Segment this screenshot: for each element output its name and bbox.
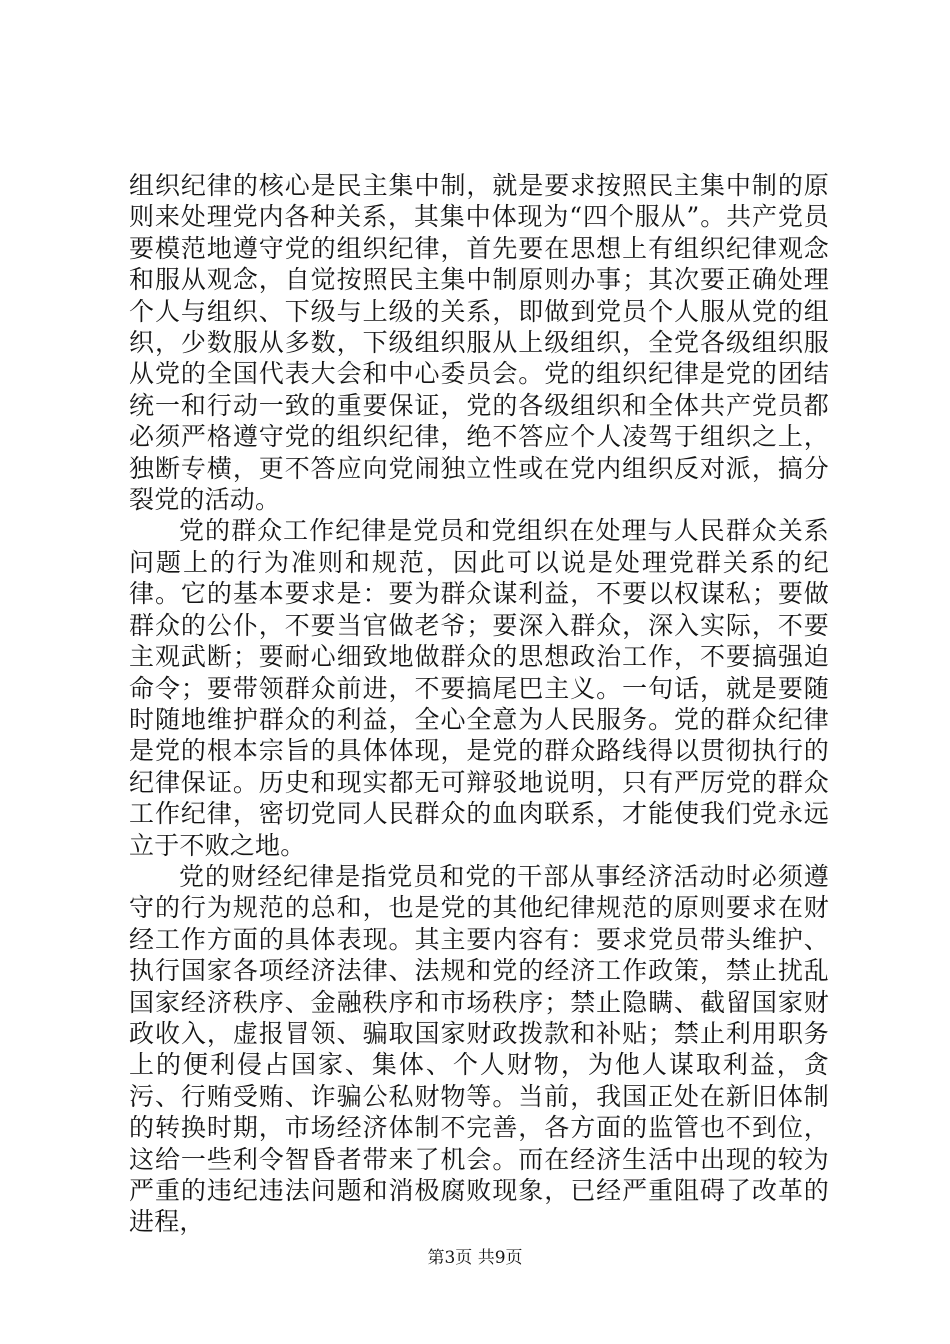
paragraph-mass-work-discipline: 党的群众工作纪律是党员和党组织在处理与人民群众关系问题上的行为准则和规范，因此可以说是处理党群关系的纪律。它的基本要求是：要为群众谋利益，不要以权谋私；要做群众的公仆，不要当官做老爷；要深入群众，深入实际，不要主观武断；要耐心细致地做群众的思想政治工作，不要搞强迫命令；要带领群众前进，不要搞尾巴主义。一句话，就是要随时随地维护群众的利益，全心全意为人民服务。党的群众纪律是党的根本宗旨的具体体现，是党的群众路线得以贯彻执行的纪律保证。历史和现实都无可辩驳地说明，只有严厉党的群众工作纪律，密切党同人民群众的血肉联系，才能使我们党永远立于不败之地。 xyxy=(129,516,829,860)
paragraph-organizational-discipline: 组织纪律的核心是民主集中制，就是要求按照民主集中制的原则来处理党内各种关系，其集中体现为“四个服从”。共产党员要模范地遵守党的组织纪律，首先要在思想上有组织纪律观念和服从观念，自觉按照民主集中制原则办事；其次要正确处理个人与组织、下级与上级的关系，即做到党员个人服从党的组织，少数服从多数，下级组织服从上级组织，全党各级组织服从党的全国代表大会和中心委员会。党的组织纪律是党的团结统一和行动一致的重要保证，党的各级组织和全体共产党员都必须严格遵守党的组织纪律，绝不答应个人凌驾于组织之上，独断专横，更不答应向党闹独立性或在党内组织反对派，搞分裂党的活动。 xyxy=(129,171,829,515)
document-body xyxy=(129,170,829,1238)
page-number-footer: 第3页 共9页 xyxy=(427,1248,523,1268)
paragraph-financial-discipline: 党的财经纪律是指党员和党的干部从事经济活动时必须遵守的行为规范的总和，也是党的其他纪律规范的原则要求在财经工作方面的具体表现。其主要内容有：要求党员带头维护、执行国家各项经济法律、法规和党的经济工作政策，禁止扰乱国家经济秩序、金融秩序和市场秩序；禁止隐瞒、截留国家财政收入，虚报冒领、骗取国家财政拨款和补贴；禁止利用职务上的便利侵占国家、集体、个人财物，为他人谋取利益，贪污、行贿受贿、诈骗公私财物等。当前，我国正处在新旧体制的转换时期，市场经济体制不完善，各方面的监管也不到位，这给一些利令智昏者带来了机会。而在经济生活中出现的较为严重的违纪违法问题和消极腐败现象，已经严重阻碍了改革的进程， xyxy=(129,861,829,1237)
